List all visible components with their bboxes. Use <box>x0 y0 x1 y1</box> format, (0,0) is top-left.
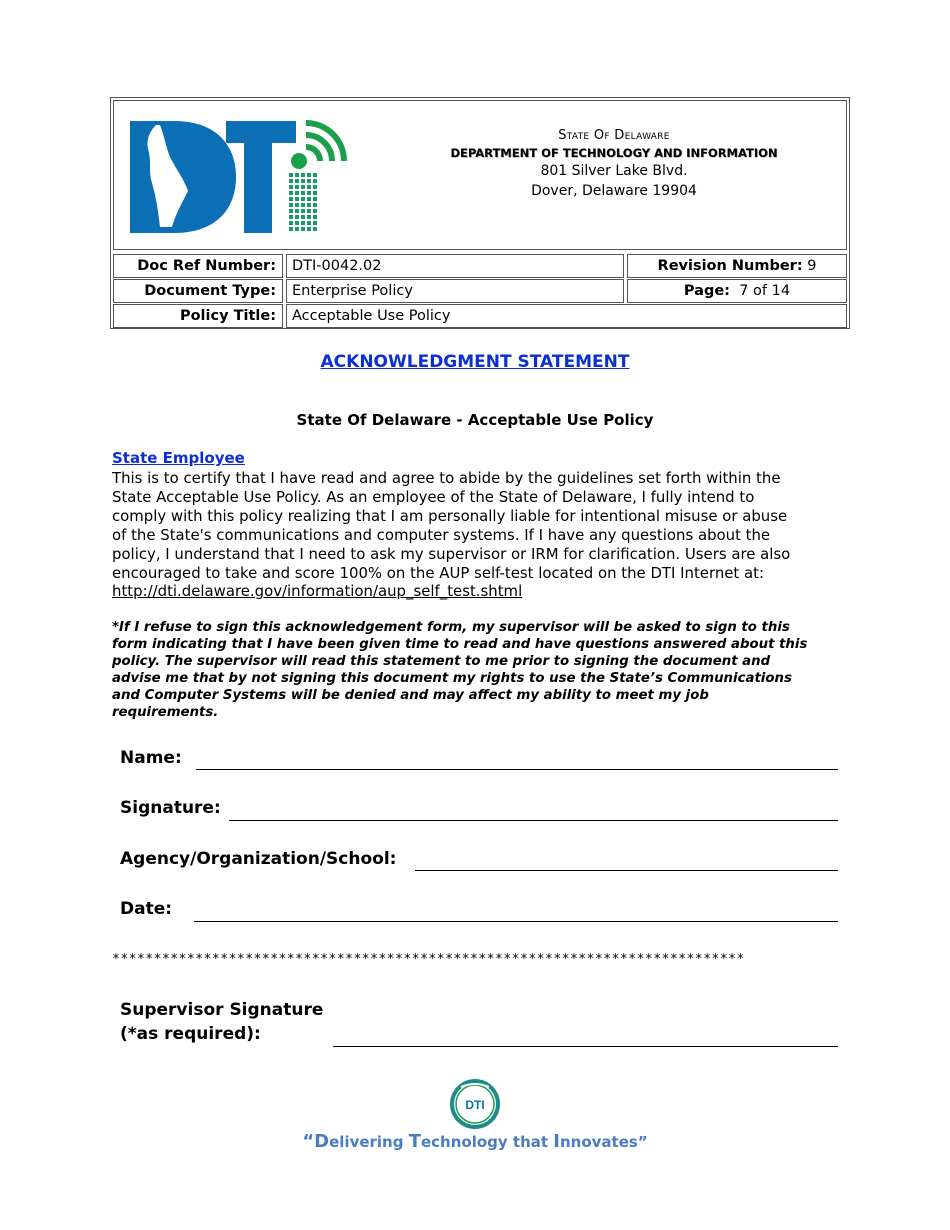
paragraph-line: policy, I understand that I need to ask my supervisor or IRM for clarification. Users are also <box>112 545 791 563</box>
seal-text: DTI <box>465 1098 485 1112</box>
document-header <box>110 97 850 329</box>
slogan-initial-t: T <box>408 1131 421 1152</box>
page-value: 7 of 14 <box>739 283 791 299</box>
doc-ref-row <box>113 254 847 278</box>
revision-label: Revision Number: <box>657 258 803 274</box>
note-line: *If I refuse to sign this acknowledgement form, my supervisor will be asked to sign to this <box>112 620 790 635</box>
policy-title-row <box>113 304 847 328</box>
doc-type-row <box>113 279 847 303</box>
certification-paragraph <box>112 469 842 583</box>
dti-logo-letter-d <box>130 121 236 233</box>
note-line: requirements. <box>112 705 219 720</box>
signature-field[interactable] <box>229 820 838 821</box>
slogan-part-3: nnovates” <box>559 1133 648 1151</box>
paragraph-line: encouraged to take and score 100% on the AUP self-test located on the DTI Internet at: <box>112 564 764 582</box>
name-label: Name: <box>120 748 182 768</box>
paragraph-line: comply with this policy realizing that I am personally liable for intentional misuse or abuse <box>112 507 788 525</box>
paragraph-line: State Acceptable Use Policy. As an employee of the State of Delaware, I fully intend to <box>112 488 755 506</box>
state-employee-link[interactable]: State Employee <box>112 449 245 467</box>
address-line-2: Dover, Delaware 19904 <box>531 183 697 199</box>
doc-type-value: Enterprise Policy <box>286 279 624 303</box>
policy-subtitle: State Of Delaware - Acceptable Use Policy <box>296 411 654 429</box>
note-line: and Computer Systems will be denied and may affect my ability to meet my job <box>112 688 709 703</box>
policy-title-label: Policy Title: <box>113 304 283 328</box>
dti-logo <box>126 117 358 237</box>
supervisor-label-line-1: Supervisor Signature <box>120 1000 324 1020</box>
date-field[interactable] <box>194 921 838 922</box>
supervisor-label-line-2: (*as required): <box>120 1024 261 1044</box>
agency-field[interactable] <box>415 870 838 871</box>
separator-line: **************************************************************************** <box>112 952 745 967</box>
note-line: policy. The supervisor will read this statement to me prior to signing the document and <box>112 654 771 669</box>
note-line: form indicating that I have been given time to read and have questions answered about this <box>112 637 808 652</box>
supervisor-signature-field[interactable] <box>333 1046 838 1047</box>
paragraph-line: This is to certify that I have read and agree to abide by the guidelines set forth within the <box>112 469 781 487</box>
slogan-part-1: elivering <box>329 1133 409 1151</box>
policy-title-value: Acceptable Use Policy <box>286 304 847 328</box>
page-label: Page: <box>683 283 730 299</box>
organization-block <box>444 127 784 201</box>
doc-ref-label: Doc Ref Number: <box>113 254 283 278</box>
acknowledgment-title: ACKNOWLEDGMENT STATEMENT <box>320 352 630 372</box>
revision-cell <box>627 254 847 278</box>
department-name: DEPARTMENT OF TECHNOLOGY AND INFORMATION <box>450 146 778 160</box>
aup-self-test-link[interactable]: http://dti.delaware.gov/information/aup_self_test.shtml <box>112 582 523 600</box>
signature-label: Signature: <box>120 798 221 818</box>
date-label: Date: <box>120 899 173 919</box>
paragraph-line: of the State's communications and computer systems. If I have any questions about the <box>112 526 771 544</box>
slogan-initial-d: D <box>314 1131 330 1152</box>
state-name: State Of Delaware <box>558 128 670 143</box>
name-field[interactable] <box>196 769 838 770</box>
agency-label: Agency/Organization/School: <box>120 849 397 869</box>
slogan-part-2: echnology that <box>420 1133 554 1151</box>
doc-ref-value: DTI-0042.02 <box>286 254 624 278</box>
doc-type-label: Document Type: <box>113 279 283 303</box>
header-banner <box>113 100 847 250</box>
address-line-1: 801 Silver Lake Blvd. <box>540 163 688 179</box>
page-cell <box>627 279 847 303</box>
slogan <box>0 1131 950 1152</box>
revision-value: 9 <box>807 258 817 274</box>
note-line: advise me that by not signing this document my rights to use the State’s Communications <box>112 671 792 686</box>
dti-seal-icon <box>449 1078 501 1130</box>
slogan-initial-i: I <box>553 1131 560 1152</box>
slogan-open-quote: “ <box>302 1131 315 1152</box>
refusal-note <box>112 619 847 721</box>
